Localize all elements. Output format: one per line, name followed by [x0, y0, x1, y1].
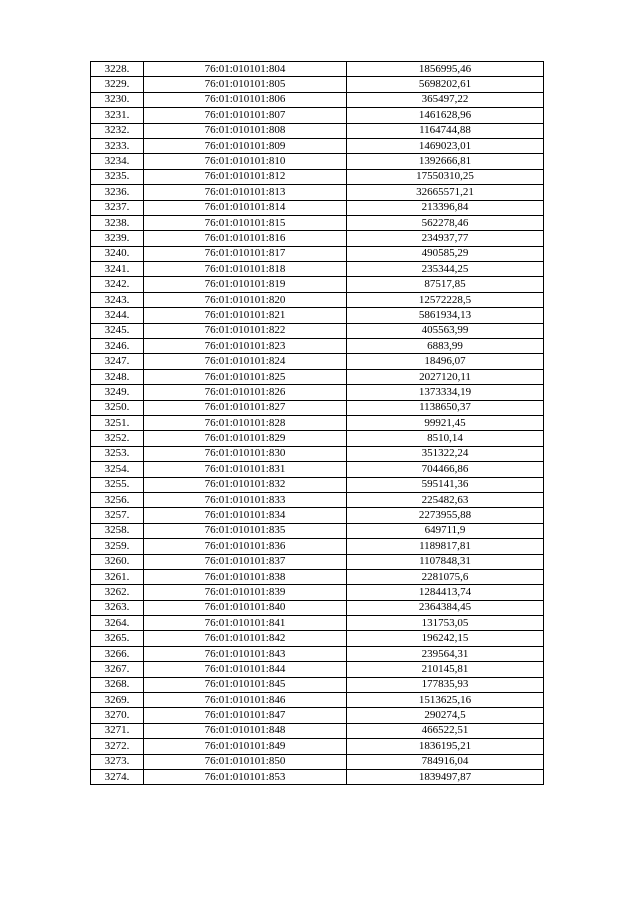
table-row — [91, 415, 544, 430]
table-row — [91, 539, 544, 554]
value-cell: 225482,63 — [347, 492, 544, 507]
table-row — [91, 123, 544, 138]
row-number-cell: 3272. — [91, 739, 144, 754]
value-cell: 12572228,5 — [347, 292, 544, 307]
value-cell: 2281075,6 — [347, 569, 544, 584]
value-cell: 1138650,37 — [347, 400, 544, 415]
cadastral-number-cell: 76:01:010101:841 — [144, 616, 347, 631]
cadastral-number-cell: 76:01:010101:845 — [144, 677, 347, 692]
value-cell: 1461628,96 — [347, 108, 544, 123]
table-row — [91, 200, 544, 215]
cadastral-number-cell: 76:01:010101:830 — [144, 446, 347, 461]
cadastral-number-cell: 76:01:010101:824 — [144, 354, 347, 369]
cadastral-number-cell: 76:01:010101:829 — [144, 431, 347, 446]
table-row — [91, 492, 544, 507]
cadastral-number-cell: 76:01:010101:819 — [144, 277, 347, 292]
table-row — [91, 554, 544, 569]
value-cell: 32665571,21 — [347, 185, 544, 200]
value-cell: 2364384,45 — [347, 600, 544, 615]
row-number-cell: 3238. — [91, 215, 144, 230]
table-body — [91, 62, 544, 785]
table-row — [91, 277, 544, 292]
value-cell: 1836195,21 — [347, 739, 544, 754]
row-number-cell: 3264. — [91, 616, 144, 631]
table-row — [91, 523, 544, 538]
table-row — [91, 693, 544, 708]
value-cell: 1284413,74 — [347, 585, 544, 600]
cadastral-number-cell: 76:01:010101:823 — [144, 339, 347, 354]
value-cell: 235344,25 — [347, 262, 544, 277]
row-number-cell: 3250. — [91, 400, 144, 415]
row-number-cell: 3252. — [91, 431, 144, 446]
table-row — [91, 739, 544, 754]
table-row — [91, 231, 544, 246]
cadastral-number-cell: 76:01:010101:805 — [144, 77, 347, 92]
cadastral-number-cell: 76:01:010101:809 — [144, 138, 347, 153]
cadastral-number-cell: 76:01:010101:847 — [144, 708, 347, 723]
value-cell: 466522,51 — [347, 723, 544, 738]
row-number-cell: 3240. — [91, 246, 144, 261]
row-number-cell: 3234. — [91, 154, 144, 169]
table-row — [91, 292, 544, 307]
value-cell: 18496,07 — [347, 354, 544, 369]
cadastral-number-cell: 76:01:010101:835 — [144, 523, 347, 538]
row-number-cell: 3245. — [91, 323, 144, 338]
row-number-cell: 3267. — [91, 662, 144, 677]
value-cell: 239564,31 — [347, 646, 544, 661]
cadastral-number-cell: 76:01:010101:817 — [144, 246, 347, 261]
row-number-cell: 3265. — [91, 631, 144, 646]
value-cell: 1189817,81 — [347, 539, 544, 554]
table-row — [91, 431, 544, 446]
table-row — [91, 569, 544, 584]
value-cell: 234937,77 — [347, 231, 544, 246]
value-cell: 351322,24 — [347, 446, 544, 461]
table-row — [91, 169, 544, 184]
cadastral-number-cell: 76:01:010101:807 — [144, 108, 347, 123]
row-number-cell: 3262. — [91, 585, 144, 600]
table-row — [91, 646, 544, 661]
row-number-cell: 3249. — [91, 385, 144, 400]
table-row — [91, 600, 544, 615]
row-number-cell: 3270. — [91, 708, 144, 723]
row-number-cell: 3266. — [91, 646, 144, 661]
table-row — [91, 369, 544, 384]
cadastral-number-cell: 76:01:010101:842 — [144, 631, 347, 646]
cadastral-number-cell: 76:01:010101:816 — [144, 231, 347, 246]
value-cell: 490585,29 — [347, 246, 544, 261]
table-row — [91, 616, 544, 631]
row-number-cell: 3242. — [91, 277, 144, 292]
cadastral-number-cell: 76:01:010101:806 — [144, 92, 347, 107]
row-number-cell: 3257. — [91, 508, 144, 523]
cadastral-number-cell: 76:01:010101:815 — [144, 215, 347, 230]
value-cell: 1856995,46 — [347, 62, 544, 77]
table-row — [91, 723, 544, 738]
value-cell: 649711,9 — [347, 523, 544, 538]
cadastral-number-cell: 76:01:010101:821 — [144, 308, 347, 323]
value-cell: 562278,46 — [347, 215, 544, 230]
row-number-cell: 3253. — [91, 446, 144, 461]
row-number-cell: 3235. — [91, 169, 144, 184]
cadastral-number-cell: 76:01:010101:804 — [144, 62, 347, 77]
table-row — [91, 77, 544, 92]
table-row — [91, 323, 544, 338]
cadastral-number-cell: 76:01:010101:840 — [144, 600, 347, 615]
cadastral-value-table — [90, 61, 544, 785]
row-number-cell: 3231. — [91, 108, 144, 123]
row-number-cell: 3237. — [91, 200, 144, 215]
table-row — [91, 154, 544, 169]
row-number-cell: 3269. — [91, 693, 144, 708]
table-row — [91, 138, 544, 153]
row-number-cell: 3244. — [91, 308, 144, 323]
cadastral-number-cell: 76:01:010101:831 — [144, 462, 347, 477]
cadastral-number-cell: 76:01:010101:836 — [144, 539, 347, 554]
row-number-cell: 3241. — [91, 262, 144, 277]
row-number-cell: 3233. — [91, 138, 144, 153]
cadastral-number-cell: 76:01:010101:850 — [144, 754, 347, 769]
value-cell: 2273955,88 — [347, 508, 544, 523]
table-row — [91, 400, 544, 415]
value-cell: 196242,15 — [347, 631, 544, 646]
table-row — [91, 754, 544, 769]
value-cell: 1839497,87 — [347, 769, 544, 784]
table-row — [91, 246, 544, 261]
value-cell: 1392666,81 — [347, 154, 544, 169]
row-number-cell: 3239. — [91, 231, 144, 246]
table-row — [91, 708, 544, 723]
cadastral-number-cell: 76:01:010101:822 — [144, 323, 347, 338]
value-cell: 99921,45 — [347, 415, 544, 430]
cadastral-number-cell: 76:01:010101:839 — [144, 585, 347, 600]
value-cell: 290274,5 — [347, 708, 544, 723]
table-row — [91, 92, 544, 107]
row-number-cell: 3246. — [91, 339, 144, 354]
table-row — [91, 262, 544, 277]
table-row — [91, 585, 544, 600]
value-cell: 704466,86 — [347, 462, 544, 477]
value-cell: 1373334,19 — [347, 385, 544, 400]
value-cell: 5698202,61 — [347, 77, 544, 92]
value-cell: 365497,22 — [347, 92, 544, 107]
table-row — [91, 769, 544, 784]
value-cell: 595141,36 — [347, 477, 544, 492]
value-cell: 1164744,88 — [347, 123, 544, 138]
value-cell: 177835,93 — [347, 677, 544, 692]
row-number-cell: 3271. — [91, 723, 144, 738]
table-row — [91, 477, 544, 492]
row-number-cell: 3261. — [91, 569, 144, 584]
row-number-cell: 3273. — [91, 754, 144, 769]
value-cell: 8510,14 — [347, 431, 544, 446]
row-number-cell: 3258. — [91, 523, 144, 538]
cadastral-number-cell: 76:01:010101:849 — [144, 739, 347, 754]
cadastral-number-cell: 76:01:010101:853 — [144, 769, 347, 784]
cadastral-number-cell: 76:01:010101:832 — [144, 477, 347, 492]
row-number-cell: 3247. — [91, 354, 144, 369]
cadastral-number-cell: 76:01:010101:837 — [144, 554, 347, 569]
value-cell: 17550310,25 — [347, 169, 544, 184]
row-number-cell: 3248. — [91, 369, 144, 384]
value-cell: 210145,81 — [347, 662, 544, 677]
row-number-cell: 3229. — [91, 77, 144, 92]
cadastral-number-cell: 76:01:010101:813 — [144, 185, 347, 200]
table-row — [91, 462, 544, 477]
table-row — [91, 446, 544, 461]
value-cell: 1469023,01 — [347, 138, 544, 153]
row-number-cell: 3260. — [91, 554, 144, 569]
cadastral-number-cell: 76:01:010101:828 — [144, 415, 347, 430]
value-cell: 784916,04 — [347, 754, 544, 769]
cadastral-number-cell: 76:01:010101:818 — [144, 262, 347, 277]
row-number-cell: 3228. — [91, 62, 144, 77]
value-cell: 1513625,16 — [347, 693, 544, 708]
cadastral-number-cell: 76:01:010101:834 — [144, 508, 347, 523]
value-cell: 6883,99 — [347, 339, 544, 354]
table-row — [91, 385, 544, 400]
row-number-cell: 3256. — [91, 492, 144, 507]
row-number-cell: 3268. — [91, 677, 144, 692]
cadastral-number-cell: 76:01:010101:833 — [144, 492, 347, 507]
row-number-cell: 3254. — [91, 462, 144, 477]
row-number-cell: 3274. — [91, 769, 144, 784]
table-row — [91, 185, 544, 200]
table-row — [91, 631, 544, 646]
table-row — [91, 308, 544, 323]
cadastral-number-cell: 76:01:010101:843 — [144, 646, 347, 661]
table-row — [91, 108, 544, 123]
cadastral-number-cell: 76:01:010101:825 — [144, 369, 347, 384]
row-number-cell: 3251. — [91, 415, 144, 430]
value-cell: 405563,99 — [347, 323, 544, 338]
cadastral-number-cell: 76:01:010101:846 — [144, 693, 347, 708]
value-cell: 5861934,13 — [347, 308, 544, 323]
row-number-cell: 3255. — [91, 477, 144, 492]
row-number-cell: 3236. — [91, 185, 144, 200]
cadastral-number-cell: 76:01:010101:838 — [144, 569, 347, 584]
value-cell: 2027120,11 — [347, 369, 544, 384]
row-number-cell: 3230. — [91, 92, 144, 107]
row-number-cell: 3263. — [91, 600, 144, 615]
value-cell: 87517,85 — [347, 277, 544, 292]
cadastral-number-cell: 76:01:010101:827 — [144, 400, 347, 415]
table-row — [91, 508, 544, 523]
value-cell: 1107848,31 — [347, 554, 544, 569]
cadastral-number-cell: 76:01:010101:826 — [144, 385, 347, 400]
cadastral-number-cell: 76:01:010101:848 — [144, 723, 347, 738]
table-row — [91, 354, 544, 369]
value-cell: 131753,05 — [347, 616, 544, 631]
row-number-cell: 3232. — [91, 123, 144, 138]
cadastral-number-cell: 76:01:010101:810 — [144, 154, 347, 169]
row-number-cell: 3259. — [91, 539, 144, 554]
cadastral-number-cell: 76:01:010101:820 — [144, 292, 347, 307]
table-row — [91, 339, 544, 354]
table-row — [91, 677, 544, 692]
cadastral-number-cell: 76:01:010101:814 — [144, 200, 347, 215]
row-number-cell: 3243. — [91, 292, 144, 307]
table-row — [91, 62, 544, 77]
cadastral-number-cell: 76:01:010101:812 — [144, 169, 347, 184]
table-row — [91, 662, 544, 677]
value-cell: 213396,84 — [347, 200, 544, 215]
cadastral-number-cell: 76:01:010101:844 — [144, 662, 347, 677]
table-row — [91, 215, 544, 230]
cadastral-number-cell: 76:01:010101:808 — [144, 123, 347, 138]
